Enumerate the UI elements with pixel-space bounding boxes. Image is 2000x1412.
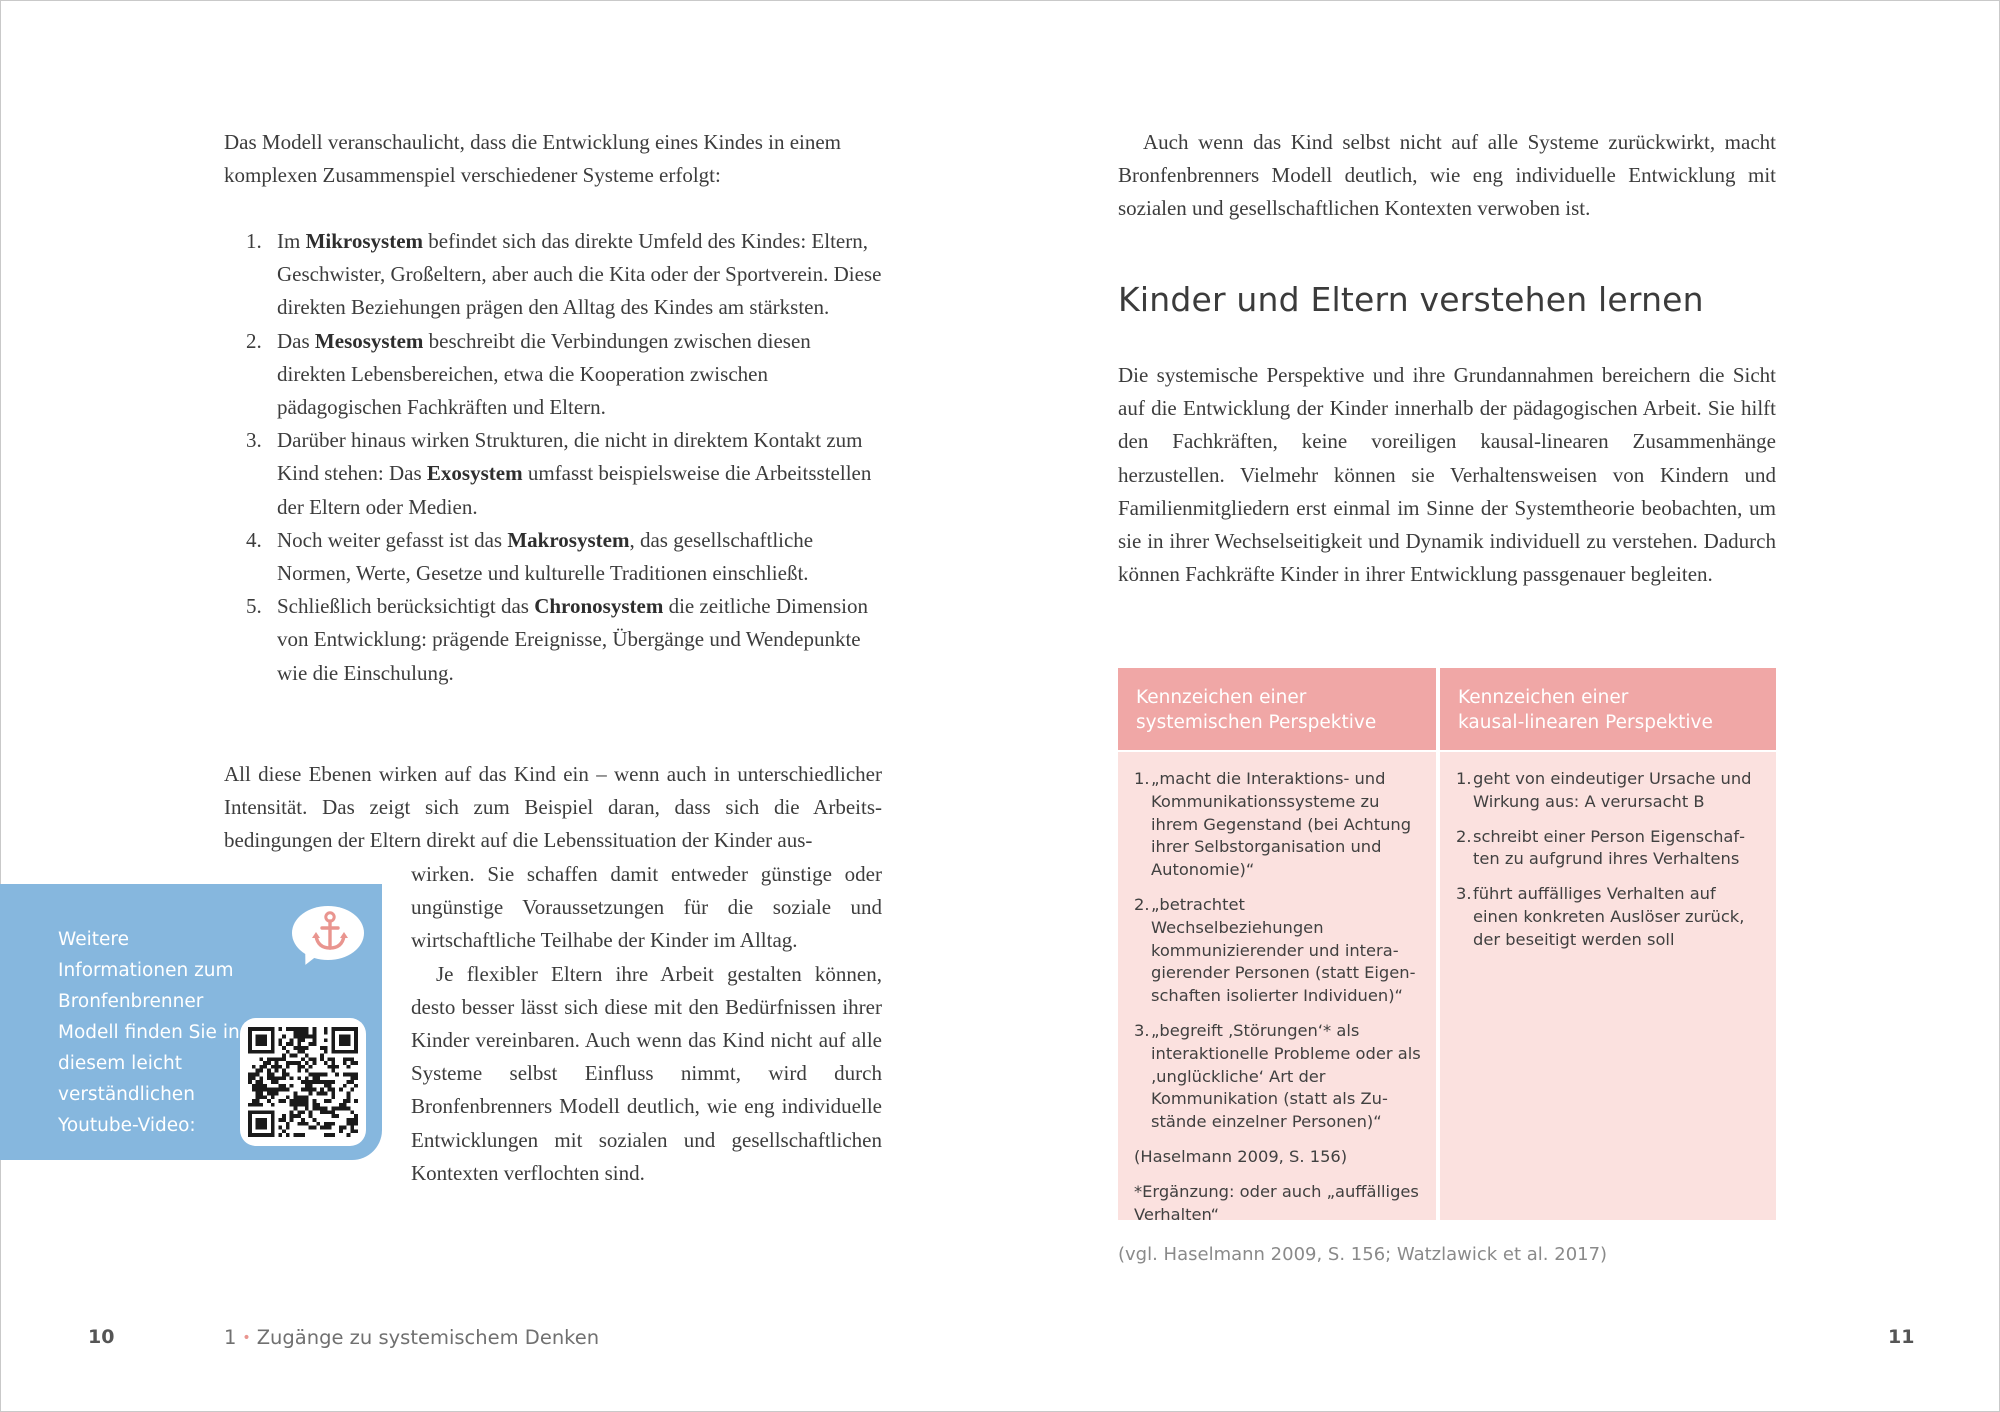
running-head <box>224 1326 599 1349</box>
right-intro-paragraph: Auch wenn das Kind selbst nicht auf alle Systeme zurückwirkt, macht Bronfenbrenners Modell deutlich, wie eng individuelle Entwicklung mit sozialen und gesellschaftlichen Kontexten verwoben ist. <box>1118 130 1776 221</box>
list-number: 1. <box>246 229 262 253</box>
ebenen-paragraph: All diese Ebenen wirken auf das Kind ein – wenn auch in unterschiedlicher Intensität. Das zeigt sich zum Beispiel daran, dass sich die Arbeitsbedingungen der Eltern direkt auf die Lebenssituation der Kinder aus- <box>224 762 882 853</box>
list-item: 2. Das Mesosystem beschreibt die Verbindungen zwischen diesen direkten Lebensbereichen, etwa die Kooperation zwischen pädagogischen Fachkräften und Eltern. <box>224 325 882 425</box>
flexibility-paragraph: Je flexibler Eltern ihre Arbeit gestalten können, desto besser lässt sich diese mit den Bedürfnissen ihrer Kinder vereinbaren. Auch wenn das Kind nicht auf alle Systeme selbst Einfluss nimmt, wird durch Bronfenbrenners Modell deutlich, wie eng individuelle Entwicklungen mit sozialen und gesellschaftlichen Kontexten verflochten sind. <box>411 961 882 1185</box>
list-number: 5. <box>246 594 262 619</box>
table-list-item: 2. schreibt einer Person Eigenschaften zu aufgrund ihres Verhaltens <box>1456 826 1745 869</box>
left-intro-paragraph: Das Modell veranschaulicht, dass die Entwicklung eines Kindes in einem komplexen Zusammenspiel verschiedener Systeme erfolgt: <box>224 130 842 188</box>
section-heading: Kinder und Eltern verstehen lernen <box>1118 280 1704 319</box>
list-number: 2. <box>246 328 262 353</box>
table-header-causal <box>1440 668 1776 750</box>
ebenen-paragraph-continued: wirken. Sie schaffen damit entweder günstige oder ungünstige Voraussetzungen für die soziale und wirtschaftliche Teilhabe der Kinder im Alltag. <box>411 862 882 953</box>
header-line: systemischen Perspektive <box>1136 712 1377 733</box>
list-number: 3. <box>246 428 262 453</box>
list-item: 1. Im Mikrosystem befindet sich das direkte Umfeld des Kindes: Eltern, Geschwister, Großeltern, aber auch die Kita oder der Sportverein. Diese direkten Beziehungen prägen den Alltag des Kindes am stärksten. <box>224 225 882 325</box>
header-line: Kennzeichen einer <box>1136 687 1307 708</box>
separator-dot: • <box>242 1330 251 1346</box>
wrapped-paragraphs <box>411 858 882 1190</box>
system-term: Mikrosystem <box>305 229 424 253</box>
table-cell-causal <box>1440 752 1776 1220</box>
list-item: 5. Schließlich berücksichtigt das Chronosystem die zeitliche Dimension von Entwicklung: prägende Ereignisse, Übergänge und Wendepunkte wie die Einschulung. <box>224 590 882 690</box>
table-cell-systemic <box>1118 752 1436 1224</box>
system-term: Mesosystem <box>314 328 424 353</box>
table-list-item: 3. führt auffälliges Verhalten auf einen konkreten Auslöser zurück, der beseitigt werden soll <box>1456 884 1745 949</box>
table-list-item: 3. „begreift ‚Störungen‘* als interaktionelle Probleme oder als ‚unglückliche‘ Art der Kommunikation (statt als Zustände einzelner Personen)“ <box>1134 1020 1421 1132</box>
header-line: Kennzeichen einer <box>1458 687 1629 708</box>
header-line: kausal-linearen Perspektive <box>1458 712 1713 733</box>
qr-code-card[interactable] <box>240 1018 366 1146</box>
list-number: 4. <box>246 527 262 552</box>
table-caption: (vgl. Haselmann 2009, S. 156; Watzlawick et al. 2017) <box>1118 1244 1608 1265</box>
info-box-text: Weitere Informationen zum Bronfenbrenner Modell finden Sie in diesem leicht verständlichen Youtube-Video: <box>58 929 240 1136</box>
chapter-number: 1 <box>224 1326 237 1349</box>
page-number-right: 11 <box>1888 1326 1915 1348</box>
table-source: (Haselmann 2009, S. 156) <box>1134 1146 1348 1166</box>
right-body-paragraph: Die systemische Perspektive und ihre Grundannahmen bereichern die Sicht auf die Entwicklung der Kinder innerhalb der pädagogischen Arbeit. Sie hilft den Fachkräften, keine voreiligen kausal-linearen Zusammenhänge herzustellen. Vielmehr können sie Verhaltensweisen von Kindern und Familienmitgliedern erst einmal im Sinne der Systemtheorie beobachten, um sie in ihrer Wechselseitigkeit und Dynamik individuell zu verstehen. Dadurch können Fachkräfte Kinder in ihrer Entwicklung passgenauer begleiten. <box>1118 363 1776 587</box>
system-term: Chronosystem <box>534 594 664 619</box>
video-info-box <box>0 884 382 1160</box>
chapter-title: Zugänge zu systemischem Denken <box>256 1326 600 1349</box>
table-header-systemic <box>1118 668 1436 750</box>
qr-code-icon[interactable] <box>248 1027 358 1137</box>
list-item: 4. Noch weiter gefasst ist das Makrosystem, das gesellschaftliche Normen, Werte, Gesetze und kulturelle Traditionen einschließt. <box>224 524 882 590</box>
system-term: Exosystem <box>426 461 523 486</box>
systems-list <box>224 225 882 690</box>
table-list-item: 1. „macht die Interaktions- und Kommunikationssysteme zu ihrem Gegenstand (bei Achtung ihrer Selbstorganisation und Autonomie)“ <box>1134 769 1412 880</box>
anchor-icon <box>310 910 350 954</box>
system-term: Makrosystem <box>507 527 630 552</box>
table-footnote: *Ergänzung: oder auch „auffälliges Verhalten“ <box>1134 1181 1419 1224</box>
list-item: 3. Darüber hinaus wirken Strukturen, die nicht in direktem Kontakt zum Kind stehen: Das Exosystem umfasst beispielsweise die Arbeitsstellen der Eltern oder Medien. <box>224 424 882 524</box>
page-number-left: 10 <box>88 1326 115 1348</box>
table-list-item: 1. geht von eindeutiger Ursache und Wirkung aus: A verursacht B <box>1456 769 1752 811</box>
table-list-item: 2. „betrachtet Wechselbeziehungen kommunizierender und interagierender Personen (statt Eigenschaften isolierter Individuen)“ <box>1134 894 1416 1006</box>
